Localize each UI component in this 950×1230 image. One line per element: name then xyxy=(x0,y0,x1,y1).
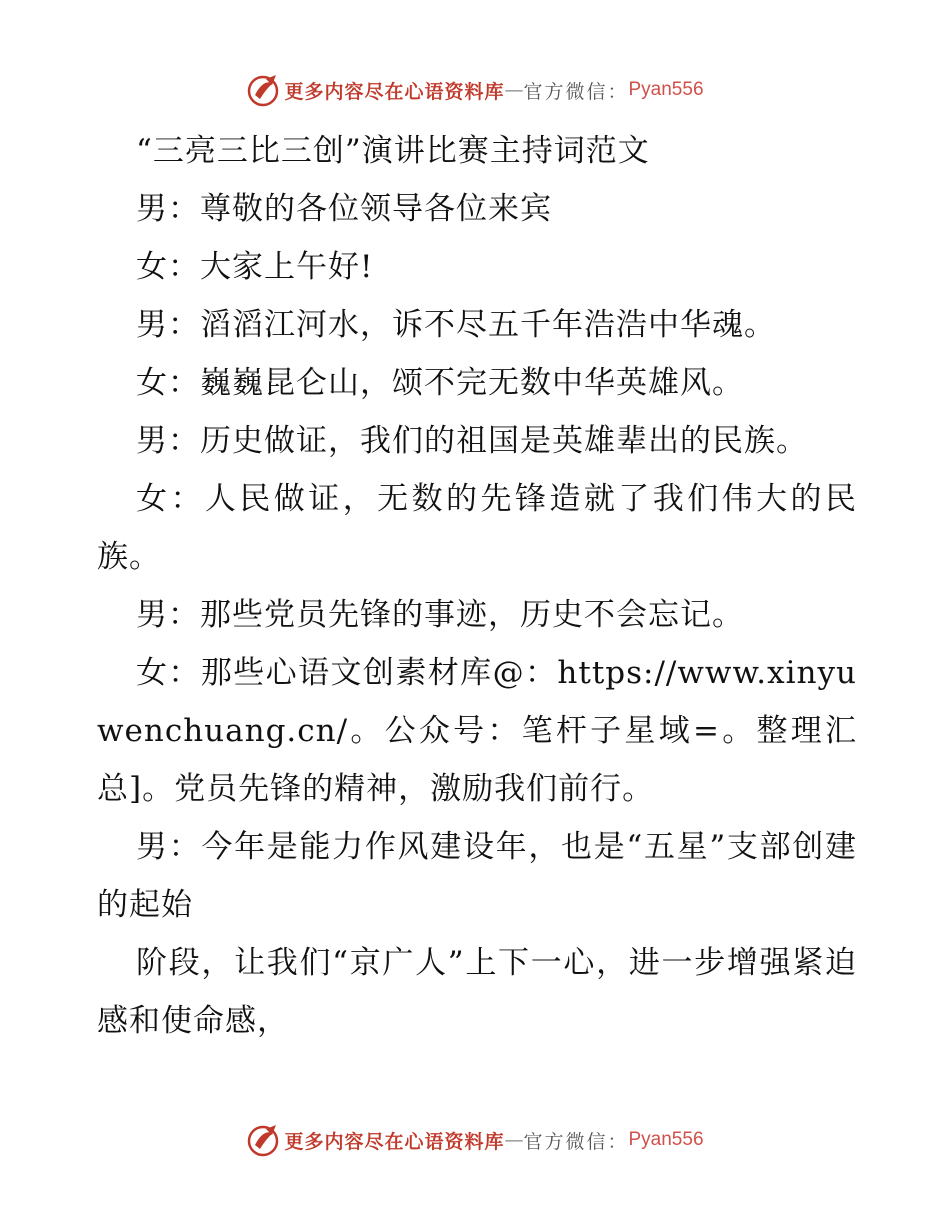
paragraph: 女：巍巍昆仑山，颂不完无数中华英雄风。 xyxy=(136,365,744,401)
brand-logo-icon xyxy=(246,1123,280,1157)
paragraph: 阶段，让我们“京广人”上下一心，进一步增强紧迫感和使命感， xyxy=(97,945,857,1039)
paragraph: 男：今年是能力作风建设年，也是“五星”支部创建的起始 xyxy=(97,829,857,923)
banner-wechat-id: Pyan556 xyxy=(628,1129,704,1150)
banner-wechat-id: Pyan556 xyxy=(628,79,704,100)
paragraph: 女：那些心语文创素材库@：https://www.xinyuwenchuang.cn/。公众号：笔杆子星域=。整理汇总]。党员先锋的精神，激励我们前行。 xyxy=(97,655,857,807)
document-body xyxy=(97,122,857,1050)
paragraph: 男：滔滔江河水，诉不尽五千年浩浩中华魂。 xyxy=(136,307,776,343)
paragraph: 男：那些党员先锋的事迹，历史不会忘记。 xyxy=(136,597,744,633)
paragraph: 女：人民做证，无数的先锋造就了我们伟大的民族。 xyxy=(97,481,857,575)
banner-main-text: 更多内容尽在心语资料库 xyxy=(284,80,505,103)
banner-wechat-label: 官方微信： xyxy=(523,1130,629,1153)
banner-dash: — xyxy=(504,1129,524,1151)
banner-wechat-label: 官方微信： xyxy=(523,80,629,103)
paragraph: 男：历史做证，我们的祖国是英雄辈出的民族。 xyxy=(136,423,808,459)
document-title: “三亮三比三创”演讲比赛主持词范文 xyxy=(136,133,650,169)
banner-dash: — xyxy=(504,79,524,101)
footer-watermark-banner xyxy=(0,1120,950,1160)
header-watermark-banner xyxy=(0,70,950,110)
paragraph: 男：尊敬的各位领导各位来宾 xyxy=(136,191,552,227)
brand-logo-icon xyxy=(246,73,280,107)
banner-main-text: 更多内容尽在心语资料库 xyxy=(284,1130,505,1153)
paragraph: 女：大家上午好! xyxy=(136,249,374,285)
